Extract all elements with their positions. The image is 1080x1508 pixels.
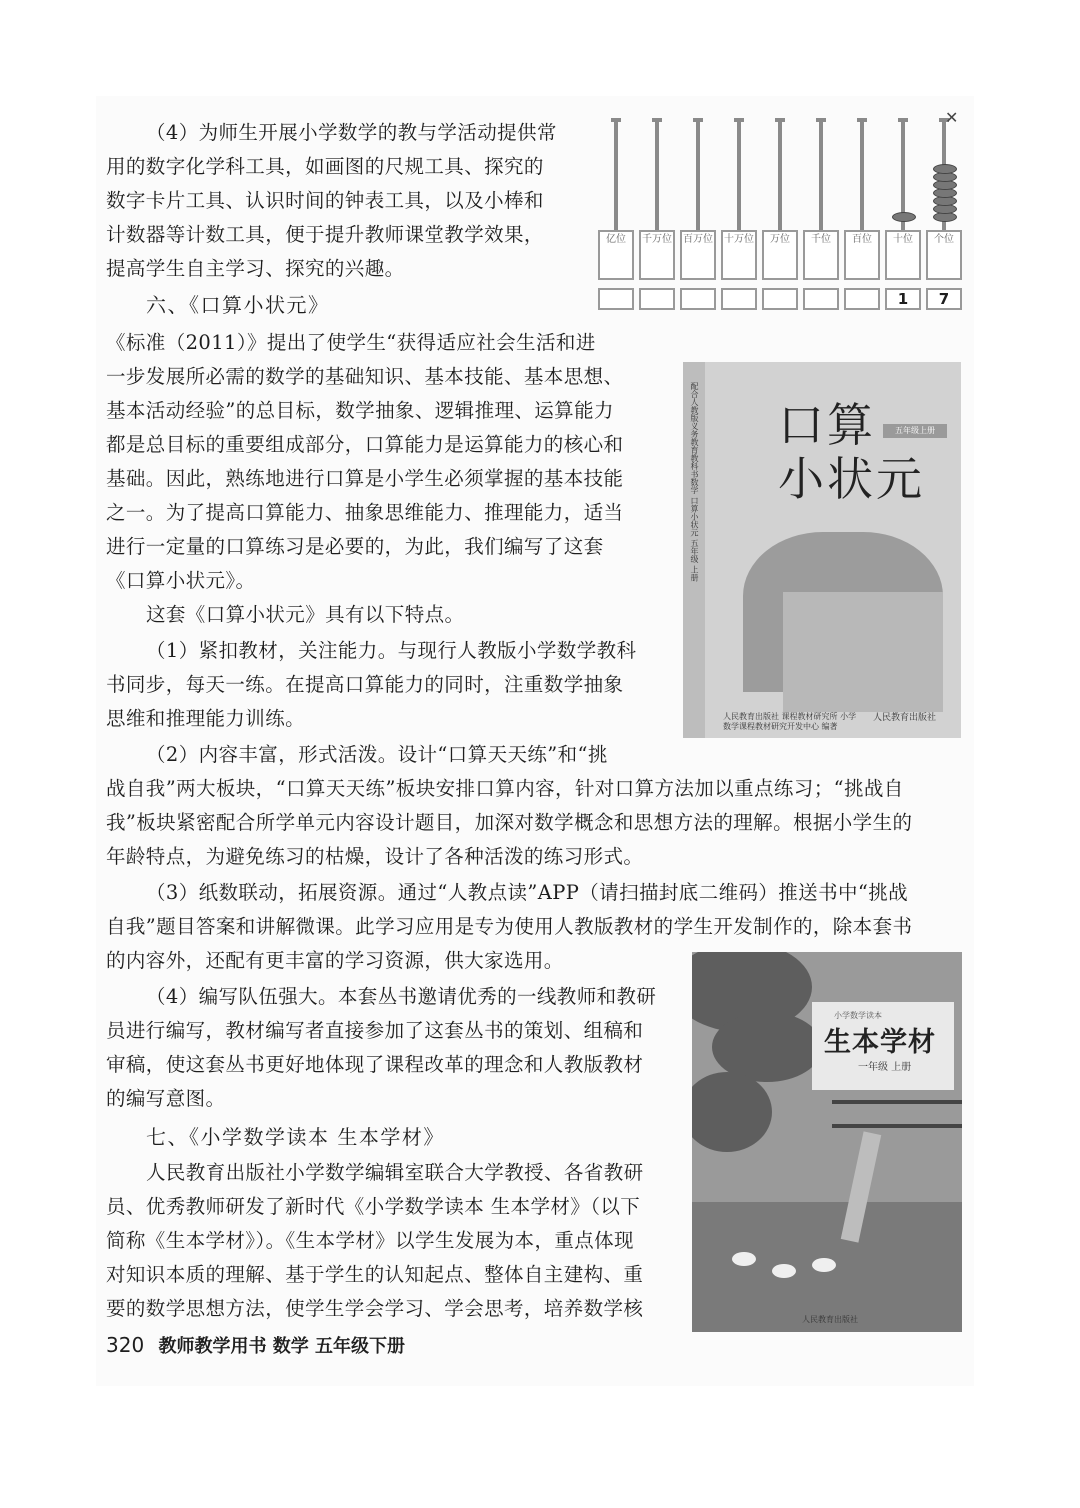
place-label: 个位	[926, 230, 962, 280]
abacus-rod-cap	[611, 118, 621, 122]
abacus-bead	[892, 212, 916, 222]
place-label: 万位	[762, 230, 798, 280]
abacus-rod	[819, 122, 823, 230]
abacus-rod-cap	[898, 118, 908, 122]
cover-title-line2: 小状元	[778, 452, 925, 506]
book-title: 教师教学用书 数学 五年级下册	[158, 1336, 406, 1357]
text-line: 战自我”两大板块，“口算天天练”板块安排口算内容，针对口算方法加以重点练习；“挑战自	[106, 777, 904, 800]
text-line: 数字卡片工具、认识时间的钟表工具，以及小棒和	[106, 189, 544, 212]
swan-figure	[812, 1258, 836, 1272]
abacus-rod-cap	[775, 118, 785, 122]
book-cover-shengben	[692, 952, 962, 1332]
swan-figure	[772, 1264, 796, 1278]
text-line: 基础。因此，熟练地进行口算是小学生必须掌握的基本技能	[106, 467, 624, 490]
abacus-rod-cap	[857, 118, 867, 122]
text-line: 年龄特点，为避免练习的枯燥，设计了各种活泼的练习形式。	[106, 845, 644, 868]
text-line: 要的数学思想方法，使学生学会学习、学会思考，培养数学核	[106, 1297, 644, 1320]
digit-box	[639, 288, 675, 310]
text-line: 都是总目标的重要组成部分，口算能力是运算能力的核心和	[106, 433, 624, 456]
text-line: 基本活动经验”的总目标，数学抽象、逻辑推理、运算能力	[106, 399, 614, 422]
place-label: 百位	[844, 230, 880, 280]
abacus-rod	[737, 122, 741, 230]
text-line: 我”板块紧密配合所学单元内容设计题目，加深对数学概念和思想方法的理解。根据小学生的	[106, 811, 913, 834]
place-label: 百万位	[680, 230, 716, 280]
text-line: 审稿，使这套丛书更好地体现了课程改革的理念和人教版教材	[106, 1053, 644, 1076]
abacus-rod	[655, 122, 659, 230]
text-line: 计数器等计数工具，便于提升教师课堂教学效果，	[106, 223, 544, 246]
text-line: 一步发展所必需的数学的基础知识、基本技能、基本思想、	[106, 365, 624, 388]
digit-box	[721, 288, 757, 310]
abacus-illustration	[598, 112, 968, 317]
abacus-rod-cap	[734, 118, 744, 122]
digit-row	[598, 288, 967, 310]
digit-box	[680, 288, 716, 310]
text-line: 简称《生本学材》）。《生本学材》以学生发展为本，重点体现	[106, 1229, 634, 1252]
cover-publisher: 人民教育出版社	[802, 1315, 858, 1324]
section-heading-7: 七、《小学数学读本 生本学材》	[146, 1125, 445, 1149]
text-line: 进行一定量的口算练习是必要的，为此，我们编写了这套	[106, 535, 604, 558]
book-cover-kousuan	[683, 362, 961, 738]
text-line: 思维和推理能力训练。	[106, 707, 306, 730]
cover-fence	[832, 1100, 962, 1128]
text-line: 用的数字化学科工具，如画图的尺规工具、探究的	[106, 155, 544, 178]
page-footer	[106, 1330, 405, 1362]
swan-figure	[732, 1252, 756, 1266]
page-number: 320	[106, 1333, 145, 1357]
text-line: 《口算小状元》。	[106, 569, 256, 592]
text-line: 自我”题目答案和讲解微课。此学习应用是专为使用人教版教材的学生开发制作的，除本套书	[106, 915, 913, 938]
abacus-rod	[778, 122, 782, 230]
text-line: 的内容外，还配有更丰富的学习资源，供大家选用。	[106, 949, 564, 972]
abacus-rod	[614, 122, 618, 230]
text-line: 人民教育出版社小学数学编辑室联合大学教授、各省教研	[146, 1161, 644, 1184]
abacus-rod	[860, 122, 864, 230]
place-label: 十位	[885, 230, 921, 280]
text-line: （4）编写队伍强大。本套丛书邀请优秀的一线教师和教研	[146, 985, 657, 1008]
cover-spine-text: 配合人教版义务教育教科书数学 口算小状元 五年级 上册	[690, 382, 699, 582]
cover-publisher-credit: 人民教育出版社 课程教材研究所 小学数学课程教材研究开发中心 编著	[723, 712, 857, 731]
place-label: 千万位	[639, 230, 675, 280]
text-line: 《标准（2011）》提出了使学生“获得适应社会生活和进	[106, 331, 596, 354]
publisher-logo: 人民教育出版社	[873, 713, 937, 723]
section-heading-6: 六、《口算小状元》	[146, 293, 330, 317]
text-line: 提高学生自主学习、探究的兴趣。	[106, 257, 405, 280]
abacus-bead	[933, 164, 957, 174]
place-label: 十万位	[721, 230, 757, 280]
abacus-rod-cap	[693, 118, 703, 122]
abacus-rod-cap	[816, 118, 826, 122]
place-value-row	[598, 230, 967, 284]
cover-series: 小学数学读本	[834, 1011, 882, 1020]
cover-grade-tag: 五年级上册	[883, 424, 947, 438]
cover-title: 生本学材	[824, 1027, 936, 1058]
digit-box	[598, 288, 634, 310]
abacus-rod	[696, 122, 700, 230]
text-line: 员、优秀教师研发了新时代《小学数学读本 生本学材》（以下	[106, 1195, 641, 1218]
cover-illustration-ground	[783, 592, 943, 712]
text-line: （1）紧扣教材，关注能力。与现行人教版小学数学教科	[146, 639, 637, 662]
cover-title	[778, 398, 925, 506]
digit-box	[803, 288, 839, 310]
close-icon: ✕	[945, 108, 959, 127]
text-line: 之一。为了提高口算能力、抽象思维能力、推理能力，适当	[106, 501, 624, 524]
cover-grade: 一年级 上册	[858, 1062, 912, 1073]
text-line: （4）为师生开展小学数学的教与学活动提供常	[146, 121, 557, 144]
text-line: （3）纸数联动，拓展资源。通过“人教点读”APP（请扫描封底二维码）推送书中“挑战	[146, 881, 909, 904]
digit-box	[762, 288, 798, 310]
digit-box: 7	[926, 288, 962, 310]
abacus-rod-cap	[652, 118, 662, 122]
text-line: 书同步，每天一练。在提高口算能力的同时，注重数学抽象	[106, 673, 624, 696]
place-label: 亿位	[598, 230, 634, 280]
place-label: 千位	[803, 230, 839, 280]
digit-box: 1	[885, 288, 921, 310]
text-line: 的编写意图。	[106, 1087, 226, 1110]
text-line: 员进行编写，教材编写者直接参加了这套丛书的策划、组稿和	[106, 1019, 644, 1042]
digit-box	[844, 288, 880, 310]
text-line: 对知识本质的理解、基于学生的认知起点、整体自主建构、重	[106, 1263, 644, 1286]
text-line: 这套《口算小状元》具有以下特点。	[146, 603, 465, 626]
cover-title-line1: 口算	[778, 398, 876, 452]
text-line: （2）内容丰富，形式活泼。设计“口算天天练”和“挑	[146, 743, 608, 766]
